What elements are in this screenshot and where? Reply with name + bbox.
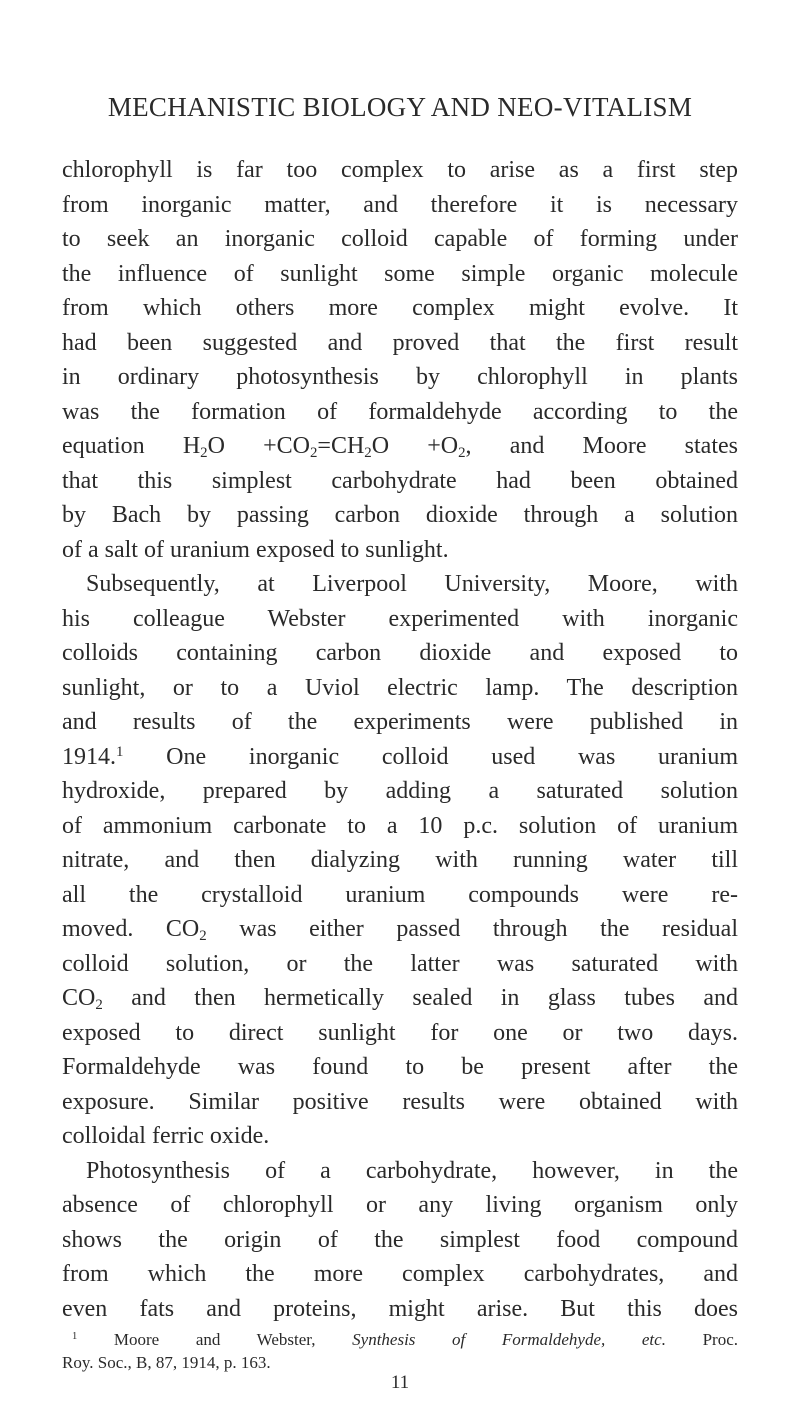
text-line: exposure. Similar positive results were obtained with: [62, 1088, 738, 1115]
text-line: of ammonium carbonate to a 10 p.c. solution of uranium: [62, 812, 738, 839]
text-line: absence of chlorophyll or any living organism only: [62, 1192, 738, 1218]
formula-text: O +O: [371, 433, 459, 459]
text-line: from which the more complex carbohydrates, and: [62, 1261, 738, 1287]
line-text: CO: [62, 985, 96, 1011]
text-line: exposed to direct sunlight for one or two days.: [62, 1019, 738, 1046]
subscript: 2: [95, 997, 103, 1014]
text-line: to seek an inorganic colloid capable of forming under: [62, 226, 738, 252]
text-line: the influence of sunlight some simple organic molecule: [62, 260, 738, 287]
footnote-line: [62, 1328, 738, 1351]
text-line: all the crystalloid uranium compounds were re-: [62, 881, 738, 908]
text-line: [62, 981, 738, 1016]
text-line: in ordinary photosynthesis by chlorophyll in plants: [62, 364, 738, 390]
line-text: moved. CO: [62, 916, 200, 942]
running-head: MECHANISTIC BIOLOGY AND NEO-VITALISM: [107, 92, 693, 122]
formula-text: H: [182, 433, 201, 459]
text-line: colloid solution, or the latter was saturated with: [62, 950, 738, 977]
text-line: and results of the experiments were published in: [62, 709, 738, 735]
year-text: 1914.: [62, 743, 116, 770]
equation-line: [62, 429, 738, 464]
text-line: that this simplest carbohydrate had been obtained: [62, 467, 738, 494]
text-line: from which others more complex might evolve. It: [62, 295, 738, 321]
subscript: 2: [458, 445, 466, 462]
footnote-journal: Proc.: [665, 1330, 738, 1349]
text-line: his colleague Webster experimented with inorganic: [62, 605, 738, 632]
footnote-reference: 1: [116, 743, 124, 760]
text-line: of a salt of uranium exposed to sunlight.: [62, 536, 449, 563]
text-line: nitrate, and then dialyzing with running water till: [62, 847, 738, 873]
text-line: chlorophyll is far too complex to arise as a first step: [62, 157, 738, 183]
line-text: was either passed through the residual: [206, 916, 738, 942]
footnote-marker: 1: [72, 1331, 78, 1343]
footnote: [62, 1328, 738, 1374]
equation-prefix: equation: [62, 433, 183, 459]
text-line: even fats and proteins, might arise. But this does: [62, 1295, 738, 1322]
formula-text: O +CO: [207, 433, 310, 459]
paragraph-start-line: Subsequently, at Liverpool University, Moore, with: [86, 571, 738, 597]
text-line: colloidal ferric oxide.: [62, 1123, 270, 1149]
line-text: and then hermetically sealed in glass tubes and: [102, 985, 738, 1011]
text-line: Formaldehyde was found to be present after the: [62, 1054, 738, 1080]
text-line: [62, 912, 738, 947]
subscript: 2: [364, 445, 372, 462]
body-text: [62, 153, 738, 1326]
subscript: 2: [200, 445, 208, 462]
text-line: from inorganic matter, and therefore it is necessary: [62, 191, 738, 218]
text-line: sunlight, or to a Uviol electric lamp. The description: [62, 674, 738, 701]
text-line: was the formation of formaldehyde according to the: [62, 398, 738, 425]
text-line: shows the origin of the simplest food compound: [62, 1226, 738, 1253]
book-page: [62, 0, 738, 1408]
text-line: had been suggested and proved that the first result: [62, 329, 738, 356]
text-line: hydroxide, prepared by adding a saturated solution: [62, 778, 738, 804]
page-number: 11: [390, 1372, 410, 1393]
subscript: 2: [199, 928, 207, 945]
paragraph-start-line: Photosynthesis of a carbohydrate, however, in the: [86, 1157, 738, 1184]
text-line: by Bach by passing carbon dioxide through a solution: [62, 502, 738, 528]
line-text: One inorganic colloid used was uranium: [123, 743, 738, 770]
text-line: colloids containing carbon dioxide and exposed to: [62, 640, 738, 666]
formula-text: =CH: [317, 433, 365, 459]
subscript: 2: [309, 445, 318, 462]
footnote-authors: Moore and Webster,: [77, 1330, 353, 1349]
text-line: [62, 740, 738, 775]
footnote-title: Synthesis of Formaldehyde, etc.: [352, 1330, 666, 1349]
footnote-line: Roy. Soc., B, 87, 1914, p. 163.: [62, 1353, 271, 1372]
equation-suffix: , and Moore states: [465, 433, 738, 459]
